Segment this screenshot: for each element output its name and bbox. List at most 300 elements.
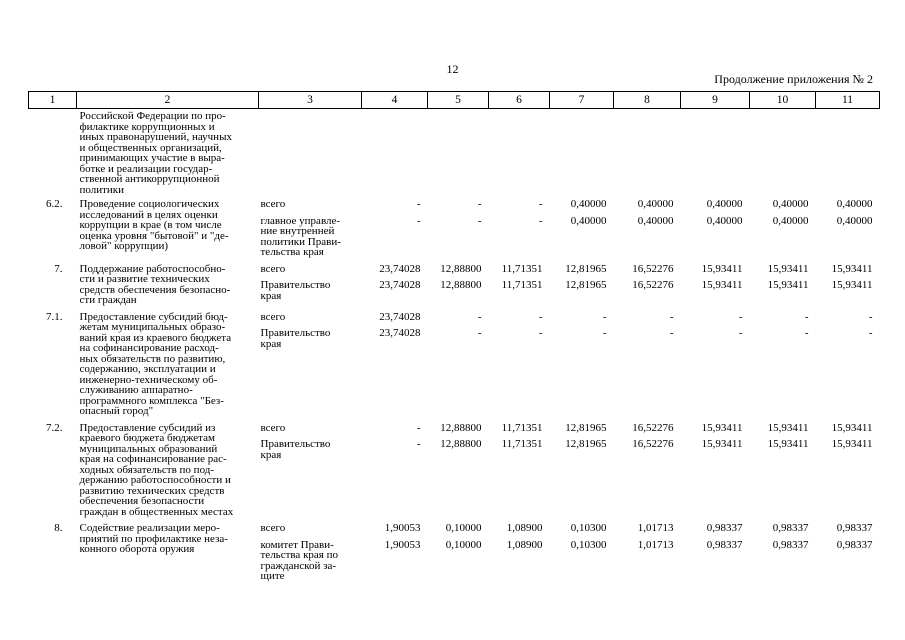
value: 1,08900 bbox=[506, 522, 543, 534]
activity-name-line: служиванию аппаратно- bbox=[79, 384, 193, 396]
funding-source bbox=[259, 195, 362, 258]
activity-name-line: развитию технических средств bbox=[79, 484, 225, 497]
value: - bbox=[477, 310, 482, 323]
value-cell bbox=[428, 517, 489, 582]
value-cell bbox=[750, 517, 816, 582]
value-block bbox=[428, 439, 482, 460]
value: - bbox=[538, 327, 543, 339]
value-cell bbox=[428, 258, 489, 306]
activity-name-line: оценка уровня "бытовой" и "де- bbox=[79, 229, 229, 242]
funding-source bbox=[259, 417, 362, 518]
value-cell bbox=[816, 417, 880, 518]
value-block bbox=[489, 439, 543, 460]
value-block bbox=[816, 523, 873, 534]
column-header: 11 bbox=[816, 92, 880, 109]
value-block bbox=[550, 523, 607, 534]
activity-name-line: ных обязательств по развитию, bbox=[79, 352, 226, 365]
funding-source-block bbox=[261, 264, 362, 275]
value: - bbox=[602, 310, 607, 323]
value-block bbox=[750, 199, 809, 210]
value-cell bbox=[428, 417, 489, 518]
funding-source-line: всего bbox=[260, 421, 286, 434]
funding-source-line: тельства края по bbox=[260, 549, 338, 561]
value: 15,93411 bbox=[831, 262, 873, 275]
value: 15,93411 bbox=[767, 279, 809, 291]
value-block bbox=[550, 328, 607, 349]
value-block bbox=[614, 264, 674, 275]
value-block bbox=[489, 423, 543, 434]
value-block bbox=[489, 328, 543, 349]
funding-source-block bbox=[261, 280, 362, 301]
value-cell bbox=[362, 258, 428, 306]
value: 23,74028 bbox=[379, 327, 421, 339]
funding-source-line: политики Прави- bbox=[260, 235, 341, 248]
activity-name-line: муниципальных образований bbox=[79, 442, 218, 455]
value: 0,98337 bbox=[836, 522, 873, 534]
value-block bbox=[362, 423, 421, 434]
row-number: 8. bbox=[54, 522, 63, 534]
funding-source-line: ние внутренней bbox=[260, 225, 335, 237]
value-block bbox=[681, 264, 743, 275]
value-block bbox=[816, 312, 873, 323]
value: - bbox=[416, 214, 421, 227]
value: 12,88800 bbox=[440, 262, 482, 275]
value-block bbox=[816, 216, 873, 258]
value-cell bbox=[816, 517, 880, 582]
value-cell bbox=[489, 258, 550, 306]
value-block bbox=[614, 216, 674, 258]
funding-source-line: всего bbox=[260, 522, 286, 534]
value-block bbox=[614, 540, 674, 582]
value: 16,52276 bbox=[632, 262, 674, 275]
column-header: 1 bbox=[29, 92, 77, 109]
value: 0,40000 bbox=[570, 198, 607, 210]
activity-name-line: средств обеспечения безопасно- bbox=[79, 283, 231, 296]
activity-name-line: ходных обязательств по под- bbox=[79, 463, 215, 476]
value-block bbox=[816, 439, 873, 460]
value-block bbox=[428, 312, 482, 323]
activity-name-line: содержанию, эксплуатации и bbox=[79, 363, 216, 375]
value-block bbox=[816, 328, 873, 349]
row-number: 7.1. bbox=[46, 310, 63, 323]
value-cell bbox=[816, 109, 880, 196]
funding-source bbox=[259, 109, 362, 196]
column-header: 8 bbox=[614, 92, 681, 109]
value: 1,90053 bbox=[384, 522, 421, 534]
value-block bbox=[614, 312, 674, 323]
value-block bbox=[362, 523, 421, 534]
value-block bbox=[362, 328, 421, 349]
funding-source bbox=[259, 306, 362, 417]
value-cell bbox=[750, 109, 816, 196]
activity-name-line: Поддержание работоспособно- bbox=[79, 262, 226, 275]
value-block bbox=[816, 423, 873, 434]
value: 0,40000 bbox=[836, 198, 873, 210]
value: 12,88800 bbox=[440, 438, 482, 450]
activity-name-line: политики bbox=[79, 183, 125, 196]
funding-source-block bbox=[261, 439, 362, 460]
column-header: 2 bbox=[77, 92, 259, 109]
value: 0,40000 bbox=[772, 198, 809, 210]
value-cell bbox=[614, 517, 681, 582]
funding-source-block bbox=[261, 540, 362, 582]
value-block bbox=[614, 280, 674, 301]
activity-name-line: коррупции в крае (в том числе bbox=[79, 219, 222, 231]
activity-name-line: программного комплекса "Без- bbox=[79, 394, 224, 407]
activity-name bbox=[77, 417, 259, 518]
activity-name-line: Предоставление субсидий из bbox=[79, 421, 216, 434]
activity-name-line: ственной антикоррупционной bbox=[79, 173, 220, 185]
value-block bbox=[550, 439, 607, 460]
value-cell bbox=[489, 417, 550, 518]
value: - bbox=[669, 327, 674, 339]
value-cell bbox=[362, 306, 428, 417]
value: 0,10300 bbox=[570, 538, 607, 551]
funding-source-line: края bbox=[260, 448, 282, 461]
activity-name-line: принимающих участие в выра- bbox=[79, 152, 225, 164]
value: 23,74028 bbox=[379, 310, 421, 323]
value-cell bbox=[614, 258, 681, 306]
funding-source-block bbox=[261, 523, 362, 534]
activity-name-line: сти и развитие технических bbox=[79, 273, 210, 285]
funding-source-block bbox=[261, 328, 362, 349]
funding-source bbox=[259, 517, 362, 582]
value-block bbox=[681, 540, 743, 582]
value-cell bbox=[428, 109, 489, 196]
column-header: 6 bbox=[489, 92, 550, 109]
value-block bbox=[614, 439, 674, 460]
value: 11,71351 bbox=[501, 421, 543, 434]
continuation-label: Продолжение приложения № 2 bbox=[714, 72, 873, 86]
value: - bbox=[602, 327, 607, 339]
value-cell bbox=[614, 195, 681, 258]
value: - bbox=[538, 310, 543, 323]
value-cell bbox=[614, 306, 681, 417]
value-block bbox=[750, 264, 809, 275]
value: 16,52276 bbox=[632, 421, 674, 434]
value-cell bbox=[681, 258, 750, 306]
value-block bbox=[362, 199, 421, 210]
value: 16,52276 bbox=[632, 438, 674, 450]
funding-source-line: всего bbox=[260, 198, 286, 210]
activity-name-line: приятий по профилактике неза- bbox=[79, 532, 228, 545]
value: - bbox=[738, 310, 743, 323]
value-block bbox=[362, 439, 421, 460]
column-header-row bbox=[29, 92, 880, 109]
value-block bbox=[614, 328, 674, 349]
table-row bbox=[29, 417, 880, 518]
value: 15,93411 bbox=[831, 421, 873, 434]
value: 0,98337 bbox=[706, 538, 743, 551]
funding-source-line: всего bbox=[260, 262, 286, 275]
funding-source-line: гражданской за- bbox=[260, 559, 337, 572]
value: - bbox=[868, 327, 873, 339]
activity-name-line: исследований в целях оценки bbox=[79, 208, 218, 221]
value-block bbox=[681, 328, 743, 349]
value-block bbox=[428, 264, 482, 275]
value-block bbox=[550, 312, 607, 323]
value: - bbox=[477, 327, 482, 339]
value-cell bbox=[550, 517, 614, 582]
value: 15,93411 bbox=[701, 262, 743, 275]
activity-name bbox=[77, 306, 259, 417]
value: 11,71351 bbox=[501, 262, 543, 275]
value-cell bbox=[614, 109, 681, 196]
value-block bbox=[681, 439, 743, 460]
value: - bbox=[416, 438, 421, 450]
value: 1,01713 bbox=[637, 522, 674, 534]
value-block bbox=[489, 199, 543, 210]
funding-source-line: щите bbox=[260, 570, 285, 582]
activity-name-line: и общественных организаций, bbox=[79, 141, 222, 154]
value-block bbox=[681, 523, 743, 534]
value-block bbox=[428, 540, 482, 582]
value: - bbox=[738, 327, 743, 339]
value-block bbox=[362, 264, 421, 275]
value: 0,98337 bbox=[772, 538, 809, 551]
value: 0,40000 bbox=[772, 214, 809, 227]
value: 15,93411 bbox=[831, 438, 873, 450]
value-cell bbox=[681, 517, 750, 582]
funding-source-line: края bbox=[260, 337, 282, 350]
activity-name-line: держанию работоспособности и bbox=[79, 474, 231, 486]
table-row bbox=[29, 258, 880, 306]
value-block bbox=[750, 423, 809, 434]
value-block bbox=[428, 328, 482, 349]
value-block bbox=[489, 312, 543, 323]
activity-name-line: обеспечения безопасности bbox=[79, 495, 205, 507]
value: 0,98337 bbox=[706, 522, 743, 534]
value-block bbox=[681, 280, 743, 301]
value-block bbox=[428, 280, 482, 301]
value: 11,71351 bbox=[501, 438, 543, 450]
activity-name-line: сти граждан bbox=[79, 294, 137, 306]
value: 15,93411 bbox=[767, 262, 809, 275]
value: 1,90053 bbox=[384, 538, 421, 551]
value-cell bbox=[750, 258, 816, 306]
value-block bbox=[550, 199, 607, 210]
value: 0,98337 bbox=[772, 522, 809, 534]
value: - bbox=[477, 198, 482, 210]
value: 23,74028 bbox=[379, 279, 421, 291]
value-block bbox=[428, 199, 482, 210]
activity-name-line: конного оборота оружия bbox=[79, 543, 195, 555]
value-block bbox=[614, 523, 674, 534]
funding-source-line: Правительство bbox=[260, 279, 331, 291]
page-number: 12 bbox=[446, 62, 459, 76]
value-block bbox=[489, 216, 543, 258]
activity-name-line: жетам муниципальных образо- bbox=[79, 321, 226, 333]
value-cell bbox=[681, 306, 750, 417]
value-cell bbox=[816, 195, 880, 258]
value-block bbox=[550, 540, 607, 582]
value: 12,81965 bbox=[565, 279, 607, 291]
row-number: 7. bbox=[54, 262, 63, 275]
value-cell bbox=[550, 417, 614, 518]
funding-source-line: комитет Прави- bbox=[260, 538, 334, 551]
activity-name bbox=[77, 109, 259, 196]
value-cell bbox=[489, 306, 550, 417]
row-number bbox=[29, 109, 77, 196]
activity-name bbox=[77, 258, 259, 306]
value: 12,88800 bbox=[440, 421, 482, 434]
row-number: 7.2. bbox=[46, 421, 63, 434]
funding-source bbox=[259, 258, 362, 306]
value: 15,93411 bbox=[767, 421, 809, 434]
value-cell bbox=[362, 195, 428, 258]
value: 12,81965 bbox=[565, 262, 607, 275]
value-cell bbox=[550, 109, 614, 196]
value-block bbox=[750, 312, 809, 323]
table-row bbox=[29, 517, 880, 582]
value-cell bbox=[362, 109, 428, 196]
value-cell bbox=[816, 306, 880, 417]
value: - bbox=[804, 327, 809, 339]
value-cell bbox=[750, 417, 816, 518]
value-block bbox=[750, 540, 809, 582]
funding-source-line: тельства края bbox=[260, 246, 324, 258]
appendix-table bbox=[28, 91, 880, 582]
value-block bbox=[550, 264, 607, 275]
value: 0,10000 bbox=[445, 522, 482, 534]
funding-source-line: главное управле- bbox=[260, 214, 341, 227]
value: 1,01713 bbox=[637, 538, 674, 551]
value-block bbox=[816, 280, 873, 301]
activity-name-line: на софинансирование расход- bbox=[79, 342, 219, 354]
activity-name-line: филактике коррупционных и bbox=[79, 120, 215, 133]
value: 0,40000 bbox=[570, 214, 607, 227]
value-block bbox=[489, 280, 543, 301]
value-block bbox=[489, 523, 543, 534]
value-block bbox=[550, 423, 607, 434]
activity-name bbox=[77, 517, 259, 582]
value: - bbox=[868, 310, 873, 323]
value-block bbox=[362, 280, 421, 301]
activity-name-line: ваний края из краевого бюджета bbox=[79, 331, 232, 344]
activity-name-line: иных правонарушений, научных bbox=[79, 131, 232, 143]
funding-source-block bbox=[261, 423, 362, 434]
column-header: 4 bbox=[362, 92, 428, 109]
value: 0,10000 bbox=[445, 538, 482, 551]
value-block bbox=[681, 423, 743, 434]
activity-name-line: опасный город" bbox=[79, 405, 154, 417]
value-block bbox=[750, 523, 809, 534]
table-row bbox=[29, 306, 880, 417]
funding-source-block bbox=[261, 199, 362, 210]
value-cell bbox=[614, 417, 681, 518]
row-number: 6.2. bbox=[46, 198, 63, 210]
value-block bbox=[550, 280, 607, 301]
activity-name-line: краевого бюджета бюджетам bbox=[79, 432, 215, 444]
value: 15,93411 bbox=[701, 279, 743, 291]
value-cell bbox=[681, 195, 750, 258]
value: - bbox=[416, 198, 421, 210]
column-header: 3 bbox=[259, 92, 362, 109]
value: 15,93411 bbox=[701, 438, 743, 450]
activity-name-line: ловой" коррупции) bbox=[79, 240, 169, 252]
value: - bbox=[416, 421, 421, 434]
column-header: 7 bbox=[550, 92, 614, 109]
value-block bbox=[681, 312, 743, 323]
value-cell bbox=[816, 258, 880, 306]
value-cell bbox=[362, 417, 428, 518]
value-block bbox=[489, 540, 543, 582]
value: - bbox=[477, 214, 482, 227]
activity-name-line: Проведение социологических bbox=[79, 198, 220, 210]
value: 12,81965 bbox=[565, 438, 607, 450]
value-block bbox=[750, 216, 809, 258]
value-block bbox=[614, 423, 674, 434]
value-cell bbox=[428, 306, 489, 417]
funding-source-line: Правительство bbox=[260, 327, 331, 339]
column-header: 9 bbox=[681, 92, 750, 109]
value: - bbox=[669, 310, 674, 323]
activity-name-line: Российской Федерации по про- bbox=[79, 110, 226, 122]
value-cell bbox=[428, 195, 489, 258]
value: 23,74028 bbox=[379, 262, 421, 275]
value-cell bbox=[489, 517, 550, 582]
value: 15,93411 bbox=[831, 279, 873, 291]
value-cell bbox=[681, 109, 750, 196]
value: 0,40000 bbox=[637, 198, 674, 210]
activity-name-line: ботке и реализации государ- bbox=[79, 162, 213, 175]
activity-name-line: Содействие реализации меро- bbox=[79, 522, 220, 534]
value-cell bbox=[362, 517, 428, 582]
value-block bbox=[681, 216, 743, 258]
funding-source-line: Правительство bbox=[260, 438, 331, 450]
value-block bbox=[550, 216, 607, 258]
column-header: 5 bbox=[428, 92, 489, 109]
value-cell bbox=[681, 417, 750, 518]
value-cell bbox=[550, 195, 614, 258]
value: 0,40000 bbox=[706, 214, 743, 227]
value-cell bbox=[489, 109, 550, 196]
activity-name-line: инженерно-техническому об- bbox=[79, 373, 218, 386]
value: 0,40000 bbox=[637, 214, 674, 227]
value: 1,08900 bbox=[506, 538, 543, 551]
funding-source-line: всего bbox=[260, 310, 286, 323]
value-block bbox=[362, 312, 421, 323]
table-row bbox=[29, 109, 880, 196]
value: 16,52276 bbox=[632, 279, 674, 291]
value-block bbox=[750, 328, 809, 349]
funding-source-block bbox=[261, 216, 362, 258]
value-block bbox=[750, 439, 809, 460]
value-block bbox=[816, 264, 873, 275]
value-cell bbox=[489, 195, 550, 258]
value: 12,88800 bbox=[440, 279, 482, 291]
value-cell bbox=[750, 195, 816, 258]
activity-name-line: граждан в общественных местах bbox=[79, 505, 234, 518]
value-block bbox=[428, 423, 482, 434]
value-block bbox=[428, 523, 482, 534]
value: - bbox=[538, 214, 543, 227]
funding-source-block bbox=[261, 312, 362, 323]
value-block bbox=[681, 199, 743, 210]
value-cell bbox=[750, 306, 816, 417]
value-block bbox=[362, 216, 421, 258]
value: 0,40000 bbox=[706, 198, 743, 210]
value: 0,98337 bbox=[836, 538, 873, 551]
value: 12,81965 bbox=[565, 421, 607, 434]
activity-name bbox=[77, 195, 259, 258]
activity-name-line: Предоставление субсидий бюд- bbox=[79, 310, 228, 323]
value-block bbox=[614, 199, 674, 210]
value: 15,93411 bbox=[767, 438, 809, 450]
value-block bbox=[428, 216, 482, 258]
table-row bbox=[29, 195, 880, 258]
value: 0,10300 bbox=[570, 522, 607, 534]
